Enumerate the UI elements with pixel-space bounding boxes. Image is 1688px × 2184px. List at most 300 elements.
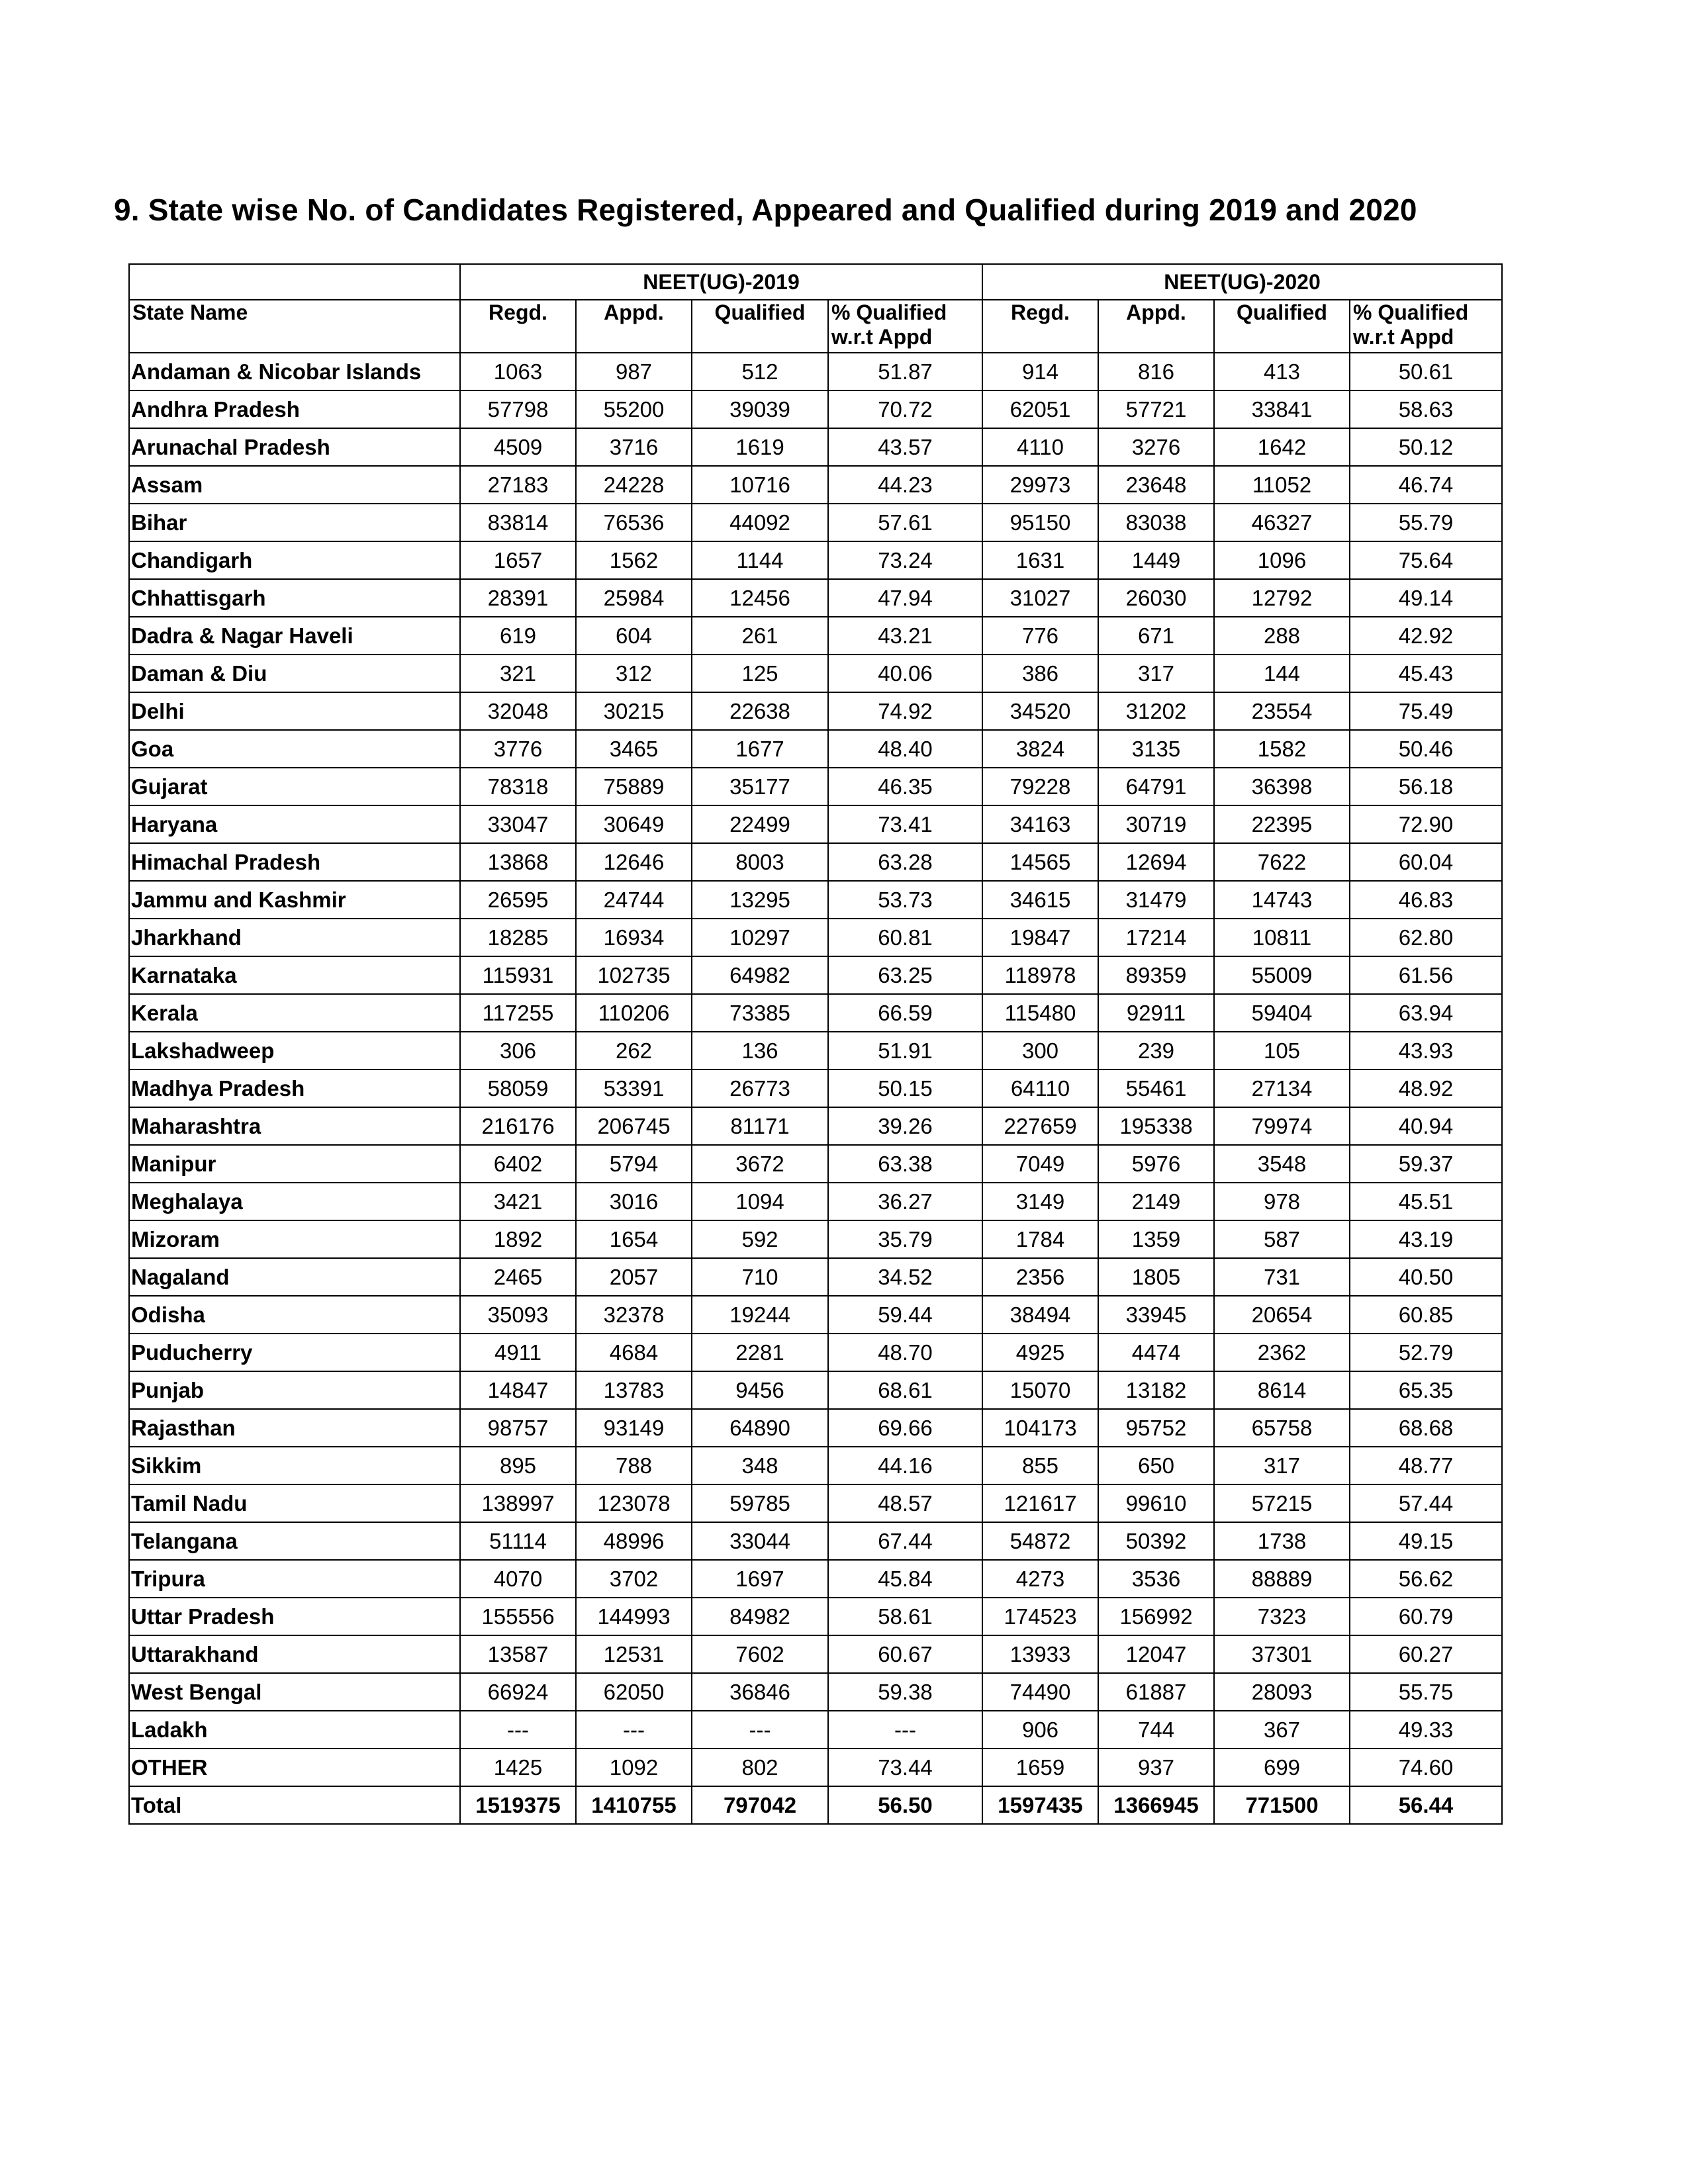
state-name-cell: Rajasthan — [129, 1409, 460, 1447]
value-cell: 1597435 — [982, 1786, 1098, 1824]
value-cell: 48996 — [576, 1522, 692, 1560]
column-header-2020-0: Regd. — [982, 300, 1098, 353]
value-cell: 512 — [692, 353, 828, 390]
value-cell: 5794 — [576, 1145, 692, 1183]
value-cell: 348 — [692, 1447, 828, 1484]
value-cell: 31202 — [1098, 692, 1214, 730]
value-cell: 731 — [1214, 1258, 1350, 1296]
value-cell: 79974 — [1214, 1107, 1350, 1145]
value-cell: 63.94 — [1350, 994, 1502, 1032]
value-cell: 44.16 — [828, 1447, 982, 1484]
value-cell: 321 — [460, 655, 576, 692]
value-cell: 30215 — [576, 692, 692, 730]
value-cell: 195338 — [1098, 1107, 1214, 1145]
table-row — [129, 655, 1502, 692]
value-cell: 102735 — [576, 956, 692, 994]
value-cell: 10716 — [692, 466, 828, 504]
table-row — [129, 1183, 1502, 1220]
value-cell: 1582 — [1214, 730, 1350, 768]
value-cell: 1659 — [982, 1749, 1098, 1786]
value-cell: 61.56 — [1350, 956, 1502, 994]
value-cell: 33945 — [1098, 1296, 1214, 1334]
value-cell: 1425 — [460, 1749, 576, 1786]
value-cell: 1784 — [982, 1220, 1098, 1258]
table-row — [129, 1032, 1502, 1069]
state-name-cell: Jammu and Kashmir — [129, 881, 460, 919]
value-cell: 1096 — [1214, 541, 1350, 579]
value-cell: 978 — [1214, 1183, 1350, 1220]
value-cell: 14565 — [982, 843, 1098, 881]
value-cell: 57.44 — [1350, 1484, 1502, 1522]
value-cell: 83814 — [460, 504, 576, 541]
state-name-cell: Bihar — [129, 504, 460, 541]
value-cell: 1631 — [982, 541, 1098, 579]
column-header-2019-2: Qualified — [692, 300, 828, 353]
table-row — [129, 1107, 1502, 1145]
value-cell: 3135 — [1098, 730, 1214, 768]
state-name-cell: Chandigarh — [129, 541, 460, 579]
state-name-cell: Manipur — [129, 1145, 460, 1183]
value-cell: 16934 — [576, 919, 692, 956]
value-cell: 92911 — [1098, 994, 1214, 1032]
value-cell: 28093 — [1214, 1673, 1350, 1711]
value-cell: 1092 — [576, 1749, 692, 1786]
value-cell: 48.92 — [1350, 1069, 1502, 1107]
table-row — [129, 1635, 1502, 1673]
value-cell: 117255 — [460, 994, 576, 1032]
value-cell: 62050 — [576, 1673, 692, 1711]
state-name-cell: Gujarat — [129, 768, 460, 805]
value-cell: 36398 — [1214, 768, 1350, 805]
value-cell: 33841 — [1214, 390, 1350, 428]
value-cell: 816 — [1098, 353, 1214, 390]
value-cell: 34520 — [982, 692, 1098, 730]
value-cell: --- — [576, 1711, 692, 1749]
value-cell: 22395 — [1214, 805, 1350, 843]
value-cell: 144993 — [576, 1598, 692, 1635]
value-cell: 1366945 — [1098, 1786, 1214, 1824]
state-name-cell: OTHER — [129, 1749, 460, 1786]
value-cell: 115480 — [982, 994, 1098, 1032]
value-cell: 17214 — [1098, 919, 1214, 956]
value-cell: 26773 — [692, 1069, 828, 1107]
value-cell: 10811 — [1214, 919, 1350, 956]
value-cell: 95150 — [982, 504, 1098, 541]
table-row — [129, 881, 1502, 919]
value-cell: 4273 — [982, 1560, 1098, 1598]
value-cell: 60.81 — [828, 919, 982, 956]
table-row — [129, 956, 1502, 994]
value-cell: 48.40 — [828, 730, 982, 768]
value-cell: 34615 — [982, 881, 1098, 919]
value-cell: 48.70 — [828, 1334, 982, 1371]
value-cell: 1805 — [1098, 1258, 1214, 1296]
table-row — [129, 843, 1502, 881]
value-cell: 58.61 — [828, 1598, 982, 1635]
value-cell: 174523 — [982, 1598, 1098, 1635]
group-header-2020: NEET(UG)-2020 — [982, 264, 1502, 300]
table-row — [129, 1673, 1502, 1711]
group-header-2019: NEET(UG)-2019 — [460, 264, 982, 300]
value-cell: 78318 — [460, 768, 576, 805]
table-row — [129, 504, 1502, 541]
value-cell: 60.04 — [1350, 843, 1502, 881]
value-cell: 797042 — [692, 1786, 828, 1824]
value-cell: 23648 — [1098, 466, 1214, 504]
value-cell: 2465 — [460, 1258, 576, 1296]
value-cell: 8003 — [692, 843, 828, 881]
value-cell: 60.67 — [828, 1635, 982, 1673]
state-name-cell: Sikkim — [129, 1447, 460, 1484]
value-cell: 1738 — [1214, 1522, 1350, 1560]
value-cell: 19847 — [982, 919, 1098, 956]
state-name-cell: Haryana — [129, 805, 460, 843]
value-cell: 4684 — [576, 1334, 692, 1371]
value-cell: 987 — [576, 353, 692, 390]
value-cell: 20654 — [1214, 1296, 1350, 1334]
value-cell: 12456 — [692, 579, 828, 617]
value-cell: 4911 — [460, 1334, 576, 1371]
state-name-cell: Uttar Pradesh — [129, 1598, 460, 1635]
value-cell: 710 — [692, 1258, 828, 1296]
table-row — [129, 1749, 1502, 1786]
value-cell: 39.26 — [828, 1107, 982, 1145]
value-cell: 3776 — [460, 730, 576, 768]
value-cell: --- — [692, 1711, 828, 1749]
value-cell: 63.25 — [828, 956, 982, 994]
column-header-2020-3: % Qualified w.r.t Appd — [1350, 300, 1502, 353]
value-cell: 26030 — [1098, 579, 1214, 617]
value-cell: 64982 — [692, 956, 828, 994]
value-cell: 592 — [692, 1220, 828, 1258]
value-cell: 36.27 — [828, 1183, 982, 1220]
state-name-cell: Andhra Pradesh — [129, 390, 460, 428]
value-cell: 40.06 — [828, 655, 982, 692]
state-name-cell: Daman & Diu — [129, 655, 460, 692]
value-cell: 4925 — [982, 1334, 1098, 1371]
state-name-cell: Tamil Nadu — [129, 1484, 460, 1522]
value-cell: 771500 — [1214, 1786, 1350, 1824]
state-wise-candidates-table — [128, 263, 1503, 1825]
value-cell: 367 — [1214, 1711, 1350, 1749]
value-cell: 59785 — [692, 1484, 828, 1522]
value-cell: 24744 — [576, 881, 692, 919]
value-cell: 64791 — [1098, 768, 1214, 805]
state-name-cell: Dadra & Nagar Haveli — [129, 617, 460, 655]
value-cell: 56.44 — [1350, 1786, 1502, 1824]
value-cell: 73.41 — [828, 805, 982, 843]
value-cell: 33044 — [692, 1522, 828, 1560]
value-cell: 64890 — [692, 1409, 828, 1447]
value-cell: 18285 — [460, 919, 576, 956]
value-cell: 73385 — [692, 994, 828, 1032]
value-cell: 35.79 — [828, 1220, 982, 1258]
value-cell: 46.83 — [1350, 881, 1502, 919]
value-cell: 58.63 — [1350, 390, 1502, 428]
value-cell: 895 — [460, 1447, 576, 1484]
value-cell: 56.62 — [1350, 1560, 1502, 1598]
value-cell: 60.79 — [1350, 1598, 1502, 1635]
value-cell: 12694 — [1098, 843, 1214, 881]
state-name-header: State Name — [129, 300, 460, 353]
value-cell: 1677 — [692, 730, 828, 768]
value-cell: 12047 — [1098, 1635, 1214, 1673]
table-row — [129, 692, 1502, 730]
state-name-cell: Arunachal Pradesh — [129, 428, 460, 466]
table-row — [129, 353, 1502, 390]
value-cell: 59.37 — [1350, 1145, 1502, 1183]
state-name-cell: Ladakh — [129, 1711, 460, 1749]
state-name-cell: Punjab — [129, 1371, 460, 1409]
value-cell: 1619 — [692, 428, 828, 466]
value-cell: 40.50 — [1350, 1258, 1502, 1296]
value-cell: 15070 — [982, 1371, 1098, 1409]
value-cell: 35177 — [692, 768, 828, 805]
value-cell: 619 — [460, 617, 576, 655]
page-title: 9. State wise No. of Candidates Registered, Appeared and Qualified during 2019 and 2020 — [114, 193, 1417, 227]
value-cell: 46.35 — [828, 768, 982, 805]
value-cell: 776 — [982, 617, 1098, 655]
state-name-cell: Tripura — [129, 1560, 460, 1598]
value-cell: 10297 — [692, 919, 828, 956]
value-cell: 22499 — [692, 805, 828, 843]
value-cell: 13868 — [460, 843, 576, 881]
value-cell: 12792 — [1214, 579, 1350, 617]
value-cell: 37301 — [1214, 1635, 1350, 1673]
table-row — [129, 1409, 1502, 1447]
value-cell: 65.35 — [1350, 1371, 1502, 1409]
value-cell: 110206 — [576, 994, 692, 1032]
value-cell: 55.75 — [1350, 1673, 1502, 1711]
value-cell: 115931 — [460, 956, 576, 994]
state-name-cell: Odisha — [129, 1296, 460, 1334]
value-cell: 2281 — [692, 1334, 828, 1371]
value-cell: 14847 — [460, 1371, 576, 1409]
value-cell: 65758 — [1214, 1409, 1350, 1447]
value-cell: 47.94 — [828, 579, 982, 617]
value-cell: 13933 — [982, 1635, 1098, 1673]
value-cell: 1063 — [460, 353, 576, 390]
table-row — [129, 1711, 1502, 1749]
value-cell: 84982 — [692, 1598, 828, 1635]
group-header-row — [129, 264, 1502, 300]
value-cell: 51114 — [460, 1522, 576, 1560]
value-cell: 68.68 — [1350, 1409, 1502, 1447]
value-cell: 95752 — [1098, 1409, 1214, 1447]
value-cell: 46327 — [1214, 504, 1350, 541]
value-cell: 9456 — [692, 1371, 828, 1409]
value-cell: 44092 — [692, 504, 828, 541]
state-name-cell: Goa — [129, 730, 460, 768]
value-cell: 62051 — [982, 390, 1098, 428]
value-cell: 19244 — [692, 1296, 828, 1334]
value-cell: 1642 — [1214, 428, 1350, 466]
table-row — [129, 994, 1502, 1032]
value-cell: 855 — [982, 1447, 1098, 1484]
column-header-row — [129, 300, 1502, 353]
value-cell: 40.94 — [1350, 1107, 1502, 1145]
value-cell: 125 — [692, 655, 828, 692]
value-cell: 136 — [692, 1032, 828, 1069]
value-cell: 1697 — [692, 1560, 828, 1598]
value-cell: 61887 — [1098, 1673, 1214, 1711]
value-cell: 38494 — [982, 1296, 1098, 1334]
value-cell: 31027 — [982, 579, 1098, 617]
value-cell: 699 — [1214, 1749, 1350, 1786]
value-cell: 7049 — [982, 1145, 1098, 1183]
value-cell: 14743 — [1214, 881, 1350, 919]
table-row — [129, 805, 1502, 843]
value-cell: 3465 — [576, 730, 692, 768]
value-cell: 45.51 — [1350, 1183, 1502, 1220]
value-cell: 51.91 — [828, 1032, 982, 1069]
value-cell: 317 — [1098, 655, 1214, 692]
value-cell: 2057 — [576, 1258, 692, 1296]
value-cell: 1657 — [460, 541, 576, 579]
value-cell: 62.80 — [1350, 919, 1502, 956]
table-row — [129, 1560, 1502, 1598]
table-row — [129, 768, 1502, 805]
value-cell: 3824 — [982, 730, 1098, 768]
value-cell: 6402 — [460, 1145, 576, 1183]
value-cell: 27134 — [1214, 1069, 1350, 1107]
value-cell: 239 — [1098, 1032, 1214, 1069]
value-cell: 59.38 — [828, 1673, 982, 1711]
value-cell: 4110 — [982, 428, 1098, 466]
value-cell: 63.38 — [828, 1145, 982, 1183]
value-cell: 75889 — [576, 768, 692, 805]
value-cell: 3702 — [576, 1560, 692, 1598]
table-row — [129, 1334, 1502, 1371]
value-cell: 261 — [692, 617, 828, 655]
value-cell: 118978 — [982, 956, 1098, 994]
value-cell: 49.33 — [1350, 1711, 1502, 1749]
value-cell: 11052 — [1214, 466, 1350, 504]
value-cell: 1519375 — [460, 1786, 576, 1824]
value-cell: 788 — [576, 1447, 692, 1484]
value-cell: 49.15 — [1350, 1522, 1502, 1560]
value-cell: 59.44 — [828, 1296, 982, 1334]
value-cell: 34.52 — [828, 1258, 982, 1296]
value-cell: 59404 — [1214, 994, 1350, 1032]
value-cell: 79228 — [982, 768, 1098, 805]
state-name-cell: Delhi — [129, 692, 460, 730]
value-cell: 28391 — [460, 579, 576, 617]
value-cell: 72.90 — [1350, 805, 1502, 843]
table-row — [129, 617, 1502, 655]
value-cell: 46.74 — [1350, 466, 1502, 504]
value-cell: 3548 — [1214, 1145, 1350, 1183]
value-cell: 50.61 — [1350, 353, 1502, 390]
value-cell: 262 — [576, 1032, 692, 1069]
value-cell: 3149 — [982, 1183, 1098, 1220]
state-name-cell: Lakshadweep — [129, 1032, 460, 1069]
value-cell: 104173 — [982, 1409, 1098, 1447]
value-cell: 802 — [692, 1749, 828, 1786]
value-cell: 30649 — [576, 805, 692, 843]
value-cell: 312 — [576, 655, 692, 692]
value-cell: 93149 — [576, 1409, 692, 1447]
value-cell: 29973 — [982, 466, 1098, 504]
value-cell: 42.92 — [1350, 617, 1502, 655]
blank-header-cell — [129, 264, 460, 300]
value-cell: 3421 — [460, 1183, 576, 1220]
value-cell: 4509 — [460, 428, 576, 466]
value-cell: 39039 — [692, 390, 828, 428]
value-cell: 98757 — [460, 1409, 576, 1447]
value-cell: 4070 — [460, 1560, 576, 1598]
state-name-cell: Assam — [129, 466, 460, 504]
value-cell: 66.59 — [828, 994, 982, 1032]
value-cell: 138997 — [460, 1484, 576, 1522]
state-name-cell: Madhya Pradesh — [129, 1069, 460, 1107]
value-cell: 914 — [982, 353, 1098, 390]
value-cell: 74.92 — [828, 692, 982, 730]
value-cell: 13182 — [1098, 1371, 1214, 1409]
state-name-cell: Nagaland — [129, 1258, 460, 1296]
value-cell: 63.28 — [828, 843, 982, 881]
table-body — [129, 353, 1502, 1824]
state-name-cell: Himachal Pradesh — [129, 843, 460, 881]
value-cell: 43.57 — [828, 428, 982, 466]
value-cell: 74.60 — [1350, 1749, 1502, 1786]
value-cell: 3536 — [1098, 1560, 1214, 1598]
value-cell: 48.57 — [828, 1484, 982, 1522]
table-row — [129, 1522, 1502, 1560]
value-cell: 55.79 — [1350, 504, 1502, 541]
value-cell: 7622 — [1214, 843, 1350, 881]
value-cell: 650 — [1098, 1447, 1214, 1484]
state-name-cell: Jharkhand — [129, 919, 460, 956]
value-cell: 31479 — [1098, 881, 1214, 919]
value-cell: 43.93 — [1350, 1032, 1502, 1069]
value-cell: 12531 — [576, 1635, 692, 1673]
value-cell: 67.44 — [828, 1522, 982, 1560]
value-cell: 68.61 — [828, 1371, 982, 1409]
table-row — [129, 1220, 1502, 1258]
value-cell: 64110 — [982, 1069, 1098, 1107]
column-header-2019-1: Appd. — [576, 300, 692, 353]
value-cell: 60.27 — [1350, 1635, 1502, 1673]
value-cell: 83038 — [1098, 504, 1214, 541]
state-name-cell: West Bengal — [129, 1673, 460, 1711]
value-cell: 144 — [1214, 655, 1350, 692]
value-cell: 69.66 — [828, 1409, 982, 1447]
value-cell: 2149 — [1098, 1183, 1214, 1220]
value-cell: 22638 — [692, 692, 828, 730]
value-cell: 70.72 — [828, 390, 982, 428]
value-cell: 8614 — [1214, 1371, 1350, 1409]
table-row — [129, 1069, 1502, 1107]
state-name-cell: Maharashtra — [129, 1107, 460, 1145]
table-row — [129, 1598, 1502, 1635]
value-cell: 744 — [1098, 1711, 1214, 1749]
value-cell: --- — [460, 1711, 576, 1749]
value-cell: 44.23 — [828, 466, 982, 504]
value-cell: 227659 — [982, 1107, 1098, 1145]
value-cell: 54872 — [982, 1522, 1098, 1560]
value-cell: 45.43 — [1350, 655, 1502, 692]
state-name-cell: Mizoram — [129, 1220, 460, 1258]
value-cell: 60.85 — [1350, 1296, 1502, 1334]
value-cell: 56.50 — [828, 1786, 982, 1824]
value-cell: 1654 — [576, 1220, 692, 1258]
value-cell: 24228 — [576, 466, 692, 504]
value-cell: 66924 — [460, 1673, 576, 1711]
value-cell: 34163 — [982, 805, 1098, 843]
table-row — [129, 466, 1502, 504]
value-cell: 4474 — [1098, 1334, 1214, 1371]
